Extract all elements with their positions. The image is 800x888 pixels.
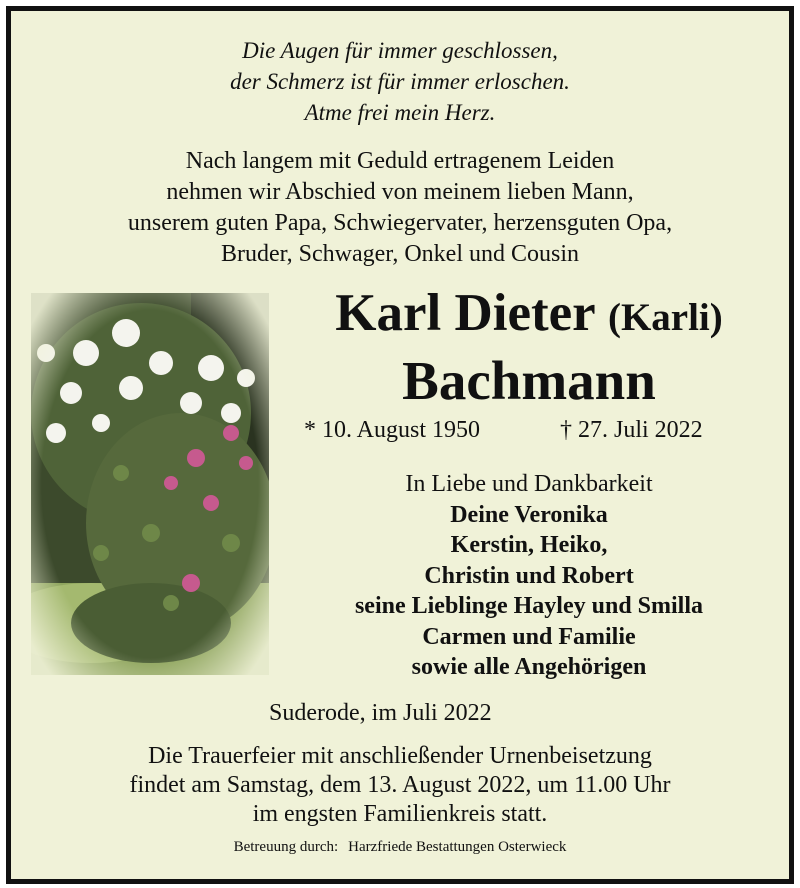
service-line: findet am Samstag, dem 13. August 2022, um 11.00 Uhr: [129, 772, 671, 798]
birth-date: * 10. August 1950: [304, 417, 481, 443]
intro-line: unserem guten Papa, Schwiegervater, herzensguten Opa,: [127, 210, 673, 236]
mourners-intro: In Liebe und Dankbarkeit: [405, 471, 653, 497]
death-date: † 27. Juli 2022: [560, 417, 703, 443]
hydrangea-photo: [31, 293, 269, 675]
mourner-name: sowie alle Angehörigen: [411, 654, 647, 680]
intro-line: nehmen wir Abschied von meinem lieben Mann,: [166, 179, 634, 205]
poem-line: der Schmerz ist für immer erloschen.: [230, 69, 570, 94]
service-line: im engsten Familienkreis statt.: [252, 801, 548, 827]
deceased-nickname: (Karli): [607, 296, 723, 339]
poem-line: Atme frei mein Herz.: [304, 100, 496, 125]
mourner-name: seine Lieblinge Hayley und Smilla: [354, 593, 704, 619]
service-line: Die Trauerfeier mit anschließender Urnenbeisetzung: [148, 743, 652, 769]
funeral-home-credit: [11, 837, 789, 857]
place-and-date: Suderode, im Juli 2022: [269, 700, 492, 726]
obituary-notice: [6, 6, 794, 884]
mourner-name: Christin und Robert: [424, 562, 634, 589]
intro-line: Bruder, Schwager, Onkel und Cousin: [220, 241, 580, 267]
footer-company: Harzfriede Bestattungen Osterwieck: [348, 839, 567, 855]
mourner-name: Deine Veronika: [450, 501, 608, 528]
poem: [11, 35, 789, 128]
deceased-surname: Bachmann: [402, 350, 656, 411]
poem-line: Die Augen für immer geschlossen,: [242, 38, 558, 63]
footer-label: Betreuung durch:: [233, 839, 339, 855]
funeral-service-info: [11, 742, 789, 829]
mourner-name: Kerstin, Heiko,: [450, 532, 608, 558]
mourner-name: Carmen und Familie: [422, 623, 636, 650]
intro-text: [11, 146, 789, 270]
deceased-name: [279, 283, 779, 348]
deceased-first-names: Karl Dieter: [335, 284, 595, 342]
intro-line: Nach langem mit Geduld ertragenem Leiden: [185, 148, 615, 174]
mourners-list: [279, 469, 779, 683]
